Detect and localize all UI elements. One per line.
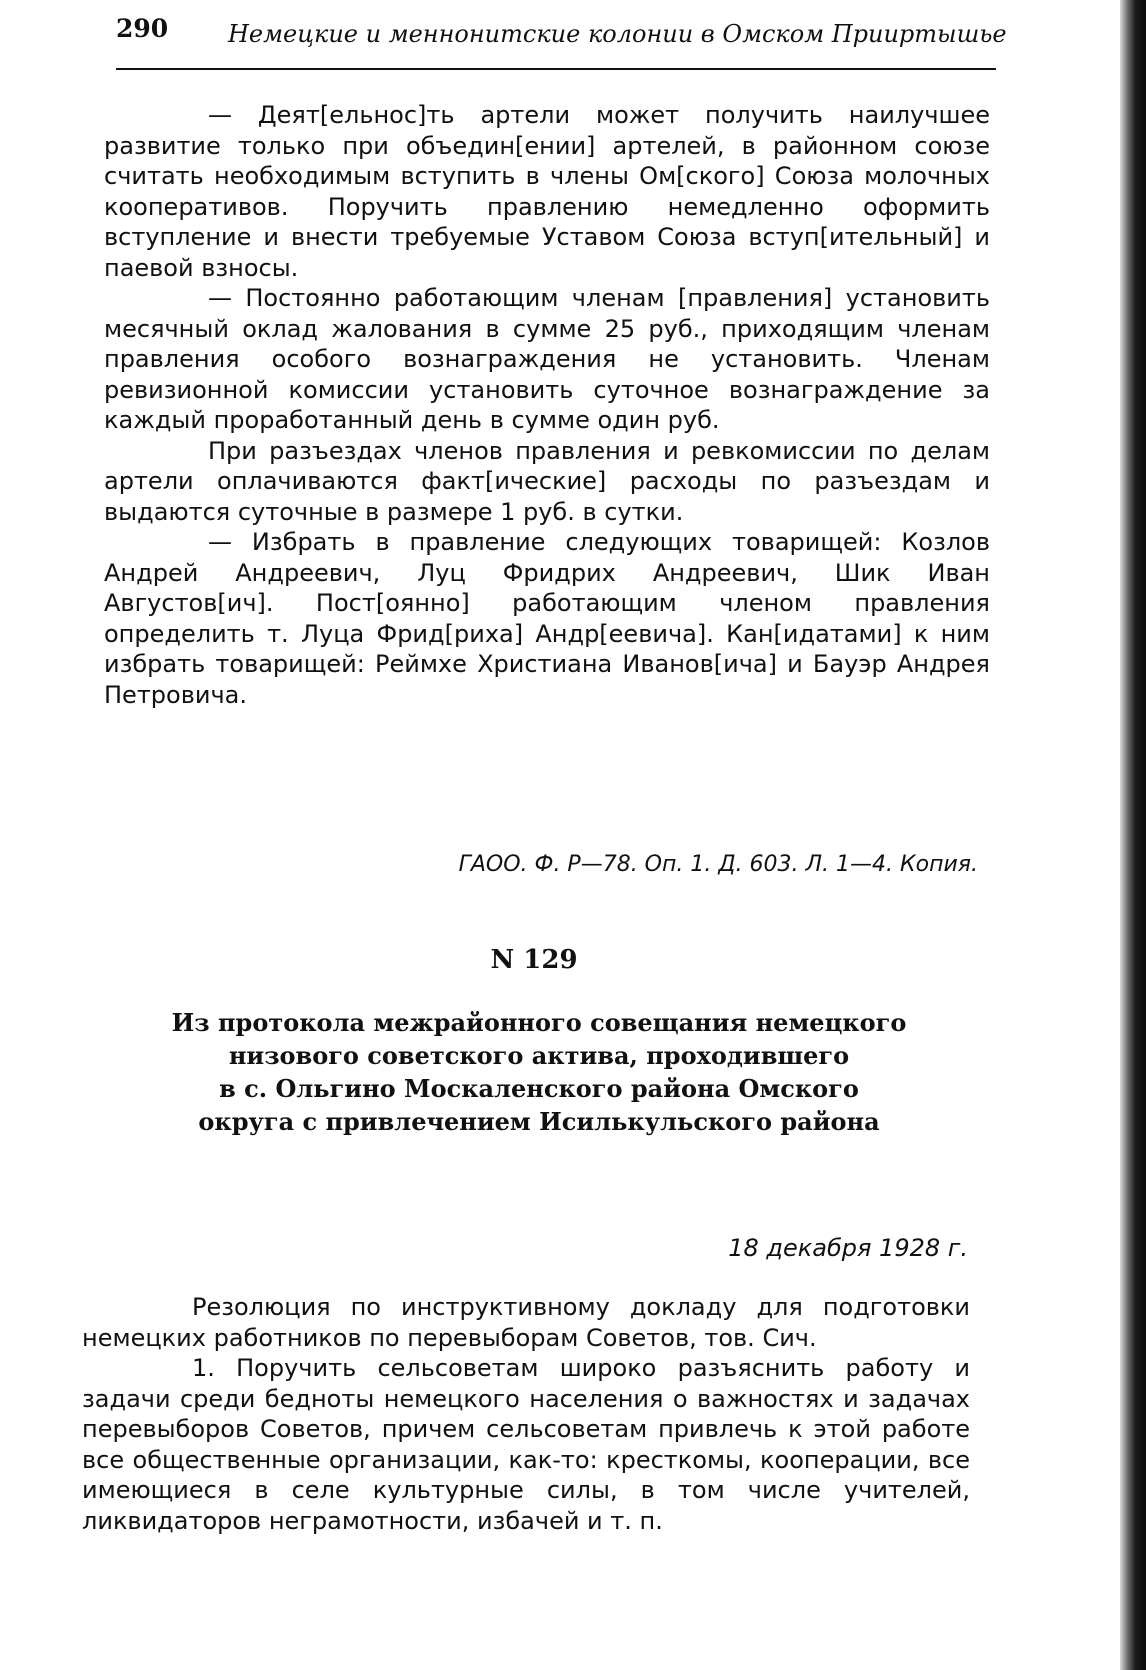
paragraph: При разъездах членов правления и ревкомиссии по делам артели оплачиваются факт[ические] расходы по разъездам и выдаются суточные в размере 1 руб. в сутки. [104, 436, 990, 526]
paragraph: — Постоянно работающим членам [правления] установить месячный оклад жалования в сумме 25 руб., приходящим членам правления особого вознаграждения не установить. Членам ревизионной комиссии установить суточное вознаграждение за каждый проработанный день в сумме один руб. [104, 284, 990, 434]
document-number: N 129 [490, 945, 578, 975]
document-title-line: Из протокола межрайонного совещания немецкого [171, 1008, 907, 1037]
paragraph: — Избрать в правление следующих товарищей: Козлов Андрей Андреевич, Луц Фридрих Андреевич, Шик Иван Августов[ич]. Пост[оянно] работающим членом правления определить т. Луца Фрид[риха] Андр[еевича]. Кан[идатами] к ним избрать товарищей: Реймхе Христиана Иванов[ича] и Бауэр Андрея Петровича. [104, 528, 990, 709]
document-title-line: округа с привлечением Исилькульского района [198, 1107, 880, 1136]
document-title-line: низового советского актива, проходившего [228, 1041, 850, 1070]
document-title [110, 1006, 968, 1138]
scan-binding-edge [1120, 0, 1146, 1670]
running-title: Немецкие и меннонитские колонии в Омском Прииртышье [228, 20, 1007, 48]
document-body [82, 1292, 970, 1536]
page-header [116, 14, 1007, 72]
paragraph: — Деят[ельнос]ть артели может получить наилучшее развитие только при объедин[ении] артелей, в районном союзе считать необходимым вступить в члены Ом[ского] Союза молочных кооперативов. Поручить правлению немедленно оформить вступление и внести требуемые Уставом Союза вступ[ительный] и паевой взносы. [104, 101, 990, 282]
document-date: 18 декабря 1928 г. [728, 1234, 968, 1262]
page-number: 290 [116, 14, 169, 43]
document-title-line: в с. Ольгино Москаленского района Омского [219, 1074, 859, 1103]
archive-source-citation: ГАОО. Ф. Р—78. Оп. 1. Д. 603. Л. 1—4. Копия. [458, 852, 978, 877]
paragraph: 1. Поручить сельсоветам широко разъяснить работу и задачи среди бедноты немецкого населения о важностях и задачах перевыборов Советов, причем сельсоветам привлечь к этой работе все общественные организации, как-то: кресткомы, кооперации, все имеющиеся в селе культурные силы, в том числе учителей, ликвидаторов неграмотности, избачей и т. п. [82, 1354, 970, 1535]
header-rule [116, 68, 996, 70]
resolution-text-block [104, 100, 990, 710]
paragraph: Резолюция по инструктивному докладу для подготовки немецких работников по перевыборам Советов, тов. Сич. [82, 1293, 970, 1352]
